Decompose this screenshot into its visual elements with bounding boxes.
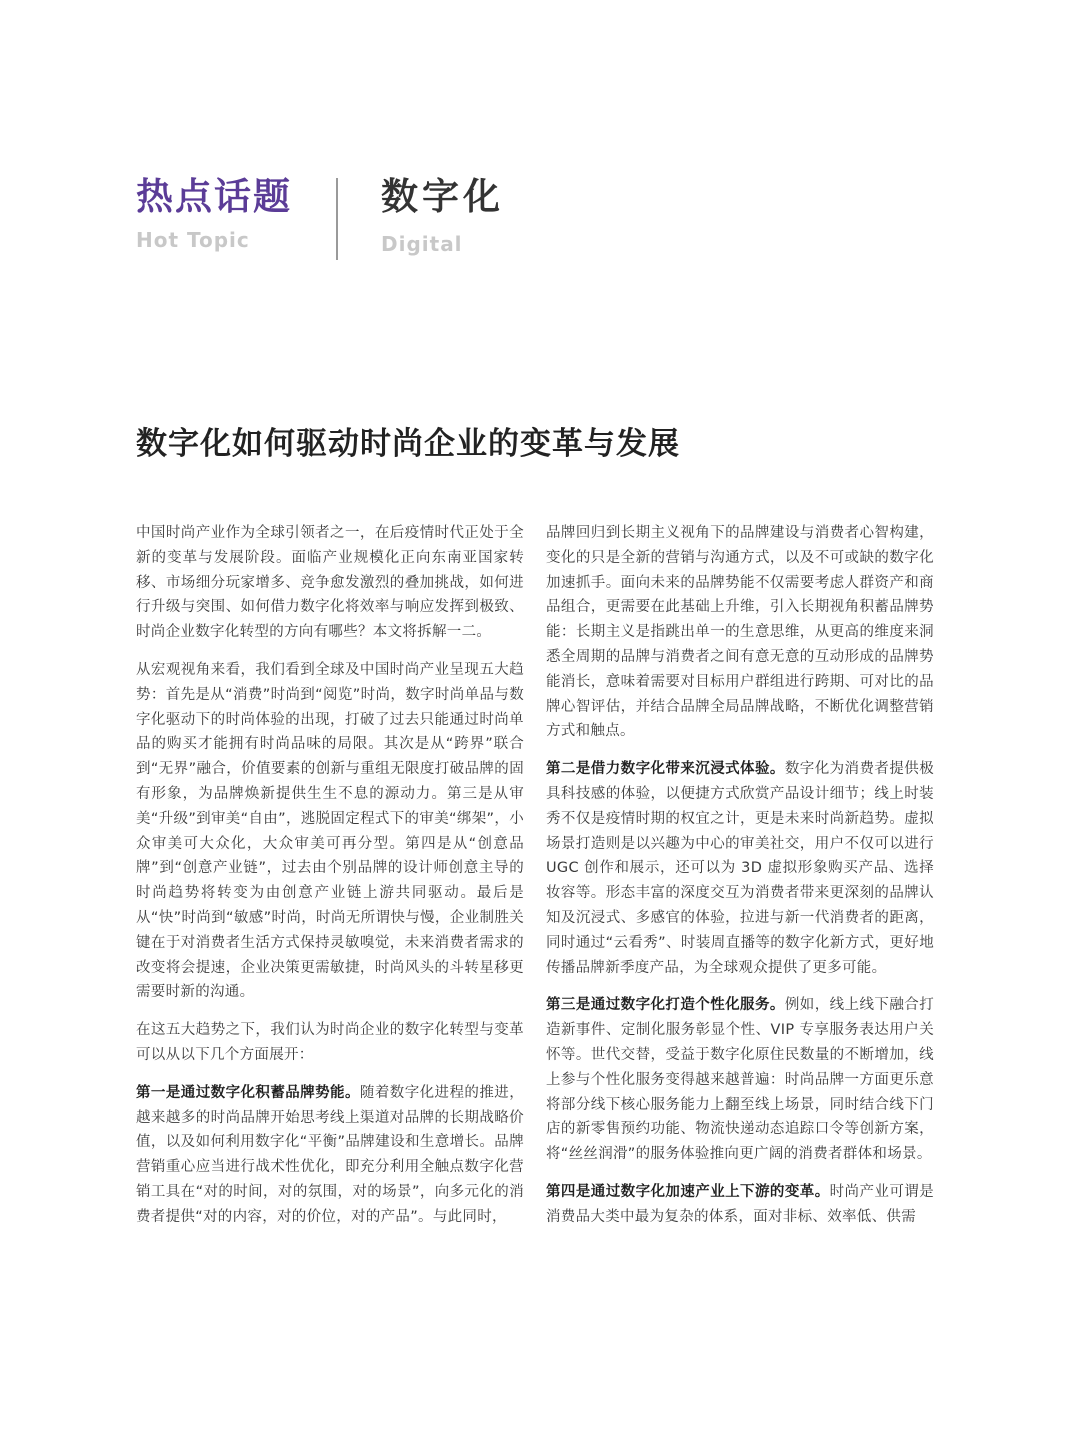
- topic-header: [381, 172, 581, 256]
- header-divider: [336, 178, 338, 260]
- article-right-column: [546, 521, 934, 1243]
- paragraph-lead: 第二是借力数字化带来沉浸式体验。: [546, 761, 785, 778]
- article-title: 数字化如何驱动时尚企业的变革与发展: [136, 426, 680, 462]
- paragraph-lead: 第一是通过数字化积蓄品牌势能。: [136, 1084, 360, 1101]
- paragraph: 中国时尚产业作为全球引领者之一，在后疫情时代正处于全新的变革与发展阶段。面临产业规模化正向东南亚国家转移、市场细分玩家增多、竞争愈发激烈的叠加挑战，如何进行升级与突围、如何借力数字化将效率与响应发挥到极致、时尚企业数字化转型的方向有哪些？本文将拆解一二。: [136, 525, 524, 641]
- paragraph-text: 时尚产业可谓是消费品大类中最为复杂的体系，面对非标、效率低、供需: [546, 1183, 934, 1225]
- article-left-column: [136, 521, 524, 1243]
- paragraph: 在这五大趋势之下，我们认为时尚企业的数字化转型与变革可以从以下几个方面展开：: [136, 1022, 524, 1063]
- topic-subtitle: Digital: [381, 232, 463, 256]
- paragraph: 品牌回归到长期主义视角下的品牌建设与消费者心智构建，变化的只是全新的营销与沟通方式，以及不可或缺的数字化加速抓手。面向未来的品牌势能不仅需要考虑人群资产和商品组合，更需要在此基础上升维，引入长期视角积蓄品牌势能：长期主义是指跳出单一的生意思维，从更高的维度来洞悉全周期的品牌与消费者之间有意无意的互动形成的品牌势能消长，意味着需要对目标用户群组进行跨期、可对比的品牌心智评估，并结合品牌全局品牌战略，不断优化调整营销方式和触点。: [546, 525, 934, 740]
- paragraph: [136, 1081, 524, 1230]
- paragraph: [546, 1180, 934, 1230]
- section-title: 热点话题: [136, 175, 292, 218]
- section-subtitle: Hot Topic: [136, 228, 250, 252]
- paragraph: [546, 993, 934, 1167]
- paragraph: 从宏观视角来看，我们看到全球及中国时尚产业呈现五大趋势：首先是从“消费”时尚到“阅览”时尚，数字时尚单品与数字化驱动下的时尚体验的出现，打破了过去只能通过时尚单品的购买才能拥有时尚品味的局限。其次是从“跨界”联合到“无界”融合，价值要素的创新与重组无限度打破品牌的固有形象，为品牌焕新提供生生不息的源动力。第三是从审美“升级”到审美“自由”，逃脱固定程式下的审美“绑架”，小众审美可大众化，大众审美可再分型。第四是从“创意品牌”到“创意产业链”，过去由个别品牌的设计师创意主导的时尚趋势将转变为由创意产业链上游共同驱动。最后是从“快”时尚到“敏感”时尚，时尚无所谓快与慢，企业制胜关键在于对消费者生活方式保持灵敏嗅觉，未来消费者需求的改变将会提速，企业决策更需敏捷，时尚风头的斗转星移更需要时新的沟通。: [136, 661, 524, 1001]
- section-header: [136, 172, 316, 252]
- paragraph-text: 随着数字化进程的推进，越来越多的时尚品牌开始思考线上渠道对品牌的长期战略价值，以及如何利用数字化“平衡”品牌建设和生意增长。品牌营销重心应当进行战术性优化，即充分利用全触点数字化营销工具在“对的时间，对的氛围，对的场景”，向多元化的消费者提供“对的内容，对的价位，对的产品”。与此同时，: [136, 1084, 524, 1225]
- paragraph-text: 例如，线上线下融合打造新事件、定制化服务彰显个性、VIP 专享服务表达用户关怀等。世代交替，受益于数字化原住民数量的不断增加，线上参与个性化服务变得越来越普遍：时尚品牌一方面更乐意将部分线下核心服务能力上翻至线上场景，同时结合线下门店的新零售预约功能、物流快递动态追踪口令等创新方案，将“丝丝润滑”的服务体验推向更广阔的消费者群体和场景。: [546, 997, 934, 1163]
- topic-title: 数字化: [381, 175, 504, 218]
- paragraph-lead: 第四是通过数字化加速产业上下游的变革。: [546, 1183, 830, 1200]
- paragraph: [546, 757, 934, 980]
- paragraph-text: 数字化为消费者提供极具科技感的体验，以便捷方式欣赏产品设计细节；线上时装秀不仅是疫情时期的权宜之计，更是未来时尚新趋势。虚拟场景打造则是以兴趣为中心的审美社交，用户不仅可以进行 UGC 创作和展示，还可以为 3D 虚拟形象购买产品、选择妆容等。形态丰富的深度交互为消费者带来更深刻的品牌认知及沉浸式、多感官的体验，拉进与新一代消费者的距离，同时通过“云看秀”、时装周直播等的数字化新方式，更好地传播品牌新季度产品，为全球观众提供了更多可能。: [546, 761, 934, 976]
- paragraph-lead: 第三是通过数字化打造个性化服务。: [546, 997, 785, 1014]
